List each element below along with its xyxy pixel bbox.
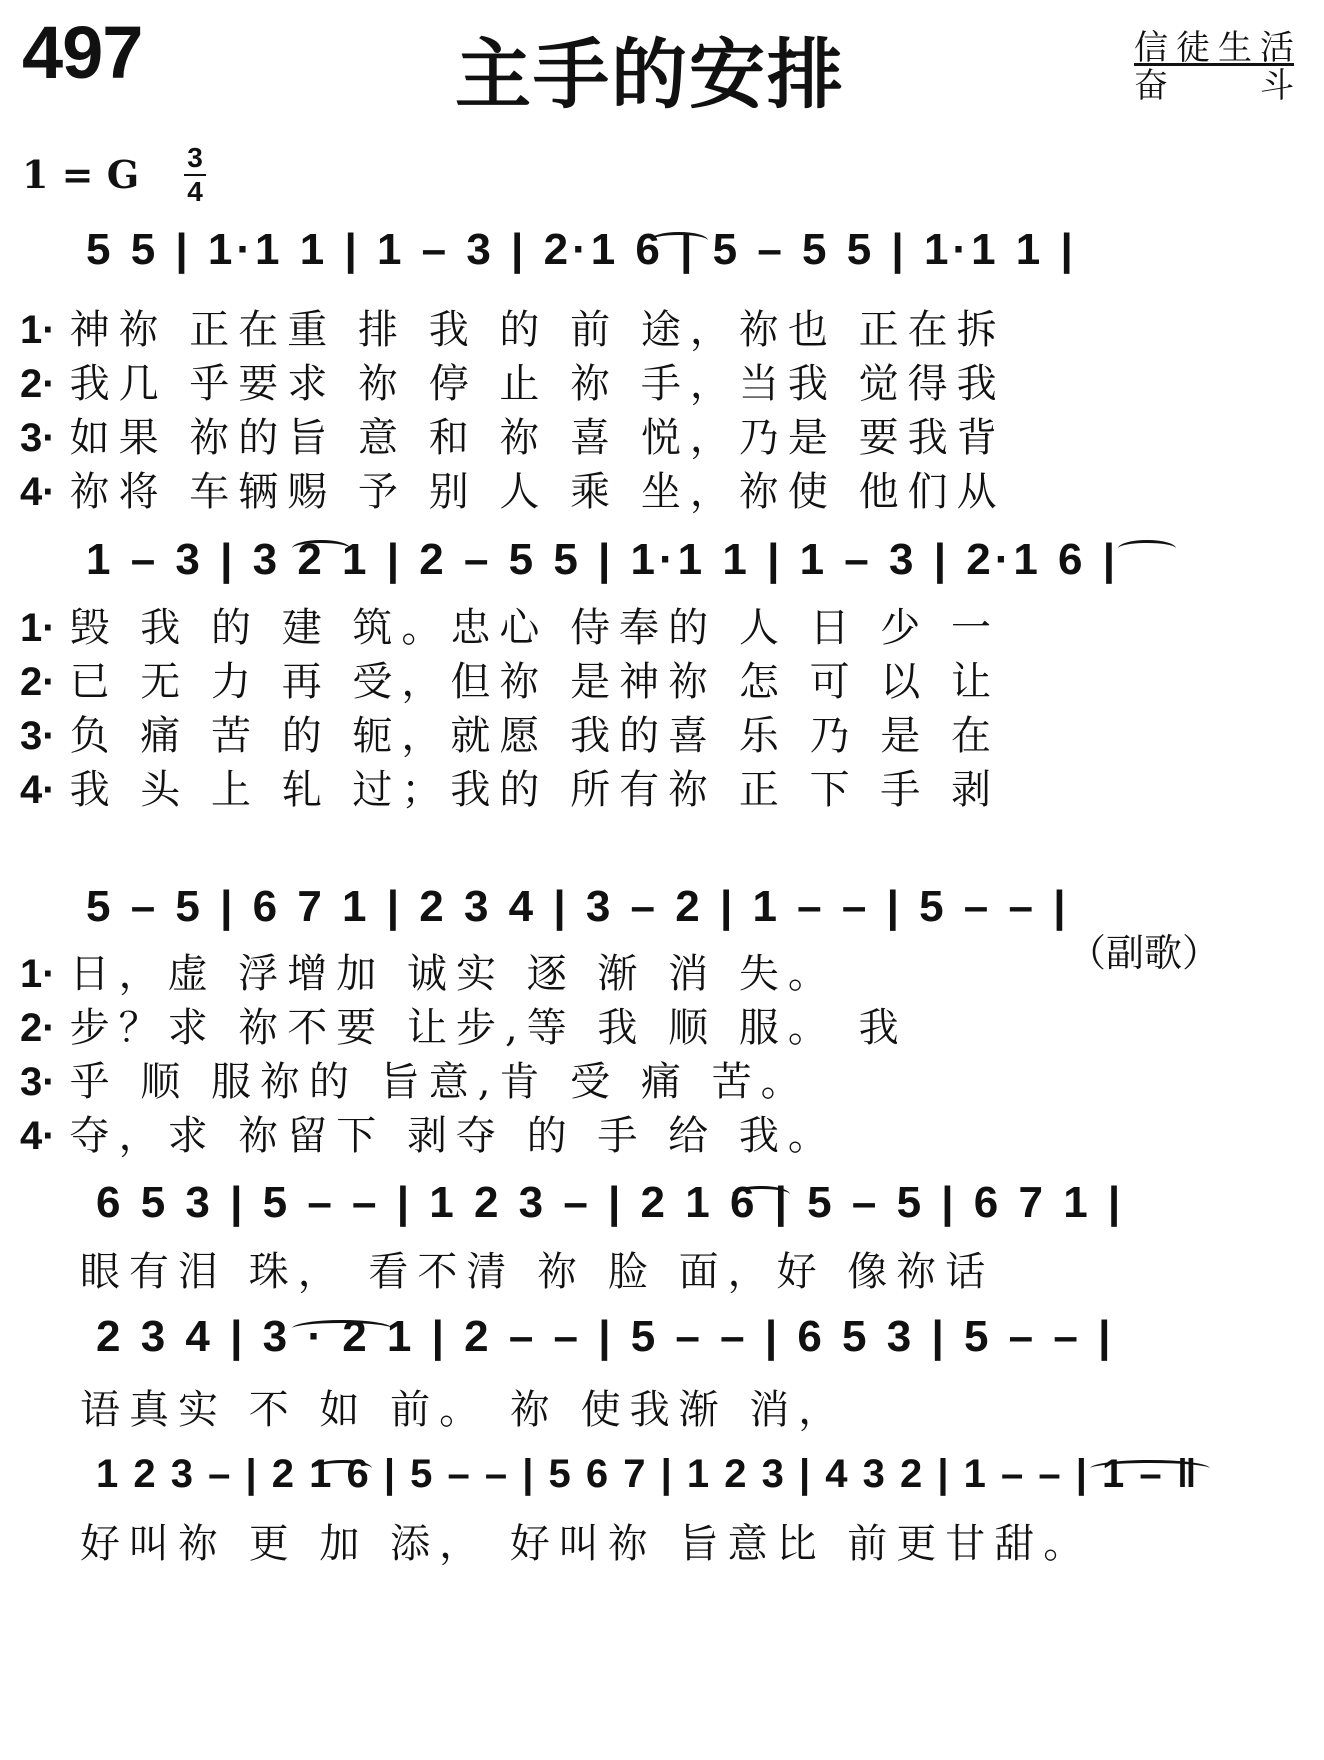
tie-mark (732, 1186, 790, 1203)
verse-line: 1· 日，虚 浮增加 诚实 逐 渐 消 失。 (20, 951, 837, 997)
credit-source: 信徒生活 (1134, 28, 1294, 68)
notation-line-4: 6 5 3 | 5 – – | 1 2 3 – | 2 1 6 | 5 – 5 | 6 7 1 | (96, 1178, 1125, 1227)
notation-line-3: 5 – 5 | 6 7 1 | 2 3 4 | 3 – 2 | 1 – – | 5 – – | (86, 882, 1070, 931)
refrain-lyric-line: 眼有泪 珠， 看不清 祢 脸 面，好 像祢话 (80, 1249, 995, 1295)
key-signature: 1 = G (22, 152, 140, 197)
refrain-lyric-line: 语真实 不 如 前。 祢 使我渐 消， (80, 1387, 848, 1433)
verse-line: 2· 步？求 祢不要 让步,等 我 顺 服。 我 (20, 1005, 908, 1051)
tie-mark (1090, 1460, 1210, 1477)
time-denominator: 4 (187, 176, 203, 207)
credit-author: 奋 斗 (1134, 66, 1294, 106)
verse-line: 4· 祢将 车辆赐 予 别 人 乘 坐，祢使 他们从 (20, 469, 1006, 515)
notation-line-1: 5 5 | 1·1 1 | 1 – 3 | 2·1 6 | 5 – 5 5 | 1·1 1 | (86, 225, 1077, 274)
tie-mark (1118, 540, 1176, 557)
verse-line: 4· 夺，求 祢留下 剥夺 的 手 给 我。 (20, 1113, 837, 1159)
verse-line: 4· 我 头 上 轧 过；我的 所有祢 正 下 手 剥 (20, 767, 1001, 813)
tie-mark (292, 1320, 392, 1337)
verse-line: 2· 已 无 力 再 受，但祢 是神祢 怎 可 以 让 (20, 659, 1001, 705)
notation-line-6: 1 2 3 – | 2 1 6 | 5 – – | 5 6 7 | 1 2 3 | 4 3 2 | 1 – – | 1 – ‖ (96, 1452, 1199, 1496)
time-numerator: 3 (187, 142, 203, 173)
verse-line: 2· 我几 乎要求 祢 停 止 祢 手，当我 觉得我 (20, 361, 1006, 407)
tie-mark (650, 232, 708, 249)
notation-line-2: 1 – 3 | 3 2 1 | 2 – 5 5 | 1·1 1 | 1 – 3 | 2·1 6 | (86, 535, 1120, 584)
refrain-lyric-line: 好叫祢 更 加 添， 好叫祢 旨意比 前更甘甜。 (80, 1521, 1093, 1567)
time-signature (184, 144, 206, 206)
refrain-label: （副歌） (1068, 931, 1221, 975)
hymn-title: 主手的安排 (455, 30, 845, 119)
verse-line: 3· 乎 顺 服祢的 旨意,肯 受 痛 苦。 (20, 1059, 810, 1105)
notation-line-5: 2 3 4 | 3 · 2 1 | 2 – – | 5 – – | 6 5 3 | 5 – – | (96, 1312, 1115, 1361)
tie-mark (292, 540, 350, 557)
verse-line: 3· 如果 祢的旨 意 和 祢 喜 悦，乃是 要我背 (20, 415, 1006, 461)
verse-line: 3· 负 痛 苦 的 轭，就愿 我的喜 乐 乃 是 在 (20, 713, 1001, 759)
tie-mark (314, 1460, 372, 1477)
hymn-number: 497 (22, 11, 143, 94)
verse-line: 1· 毁 我 的 建 筑。忠心 侍奉的 人 日 少 一 (20, 605, 1001, 651)
verse-line: 1· 神祢 正在重 排 我 的 前 途，祢也 正在拆 (20, 307, 1006, 353)
